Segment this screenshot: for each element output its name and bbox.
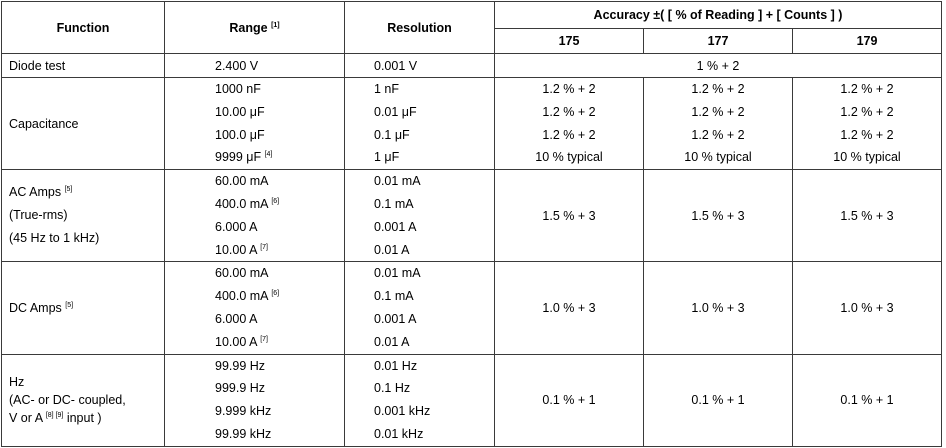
header-accuracy: Accuracy ±( [ % of Reading ] + [ Counts ] ) xyxy=(495,2,942,29)
footnote-marker: [1] xyxy=(271,21,280,29)
range-value: 1000 nF xyxy=(215,82,261,96)
accuracy-179-cell: 1.2 % + 2 1.2 % + 2 1.2 % + 2 10 % typical xyxy=(793,78,942,170)
accuracy-179-cell: 1.5 % + 3 xyxy=(793,170,942,262)
range-cell xyxy=(165,78,345,170)
range-value: 10.00 μF xyxy=(215,104,265,119)
accuracy-175-cell: 0.1 % + 1 xyxy=(495,354,644,446)
row-diode-test xyxy=(2,54,942,78)
accuracy-177-cell: 1.5 % + 3 xyxy=(644,170,793,262)
range-value: 9999 μF [4] xyxy=(215,150,273,165)
footnote-marker: [7] xyxy=(260,243,268,251)
accuracy-179-cell: 0.1 % + 1 xyxy=(793,354,942,446)
accuracy-177-cell: 0.1 % + 1 xyxy=(644,354,793,446)
header-function: Function xyxy=(2,2,165,54)
function-cell: DC Amps [5] xyxy=(2,262,165,354)
range-cell: 60.00 mA 400.0 mA [6] 6.000 A 10.00 A [7] xyxy=(165,262,345,354)
resolution-cell: 0.01 mA 0.1 mA 0.001 A 0.01 A xyxy=(345,170,495,262)
range-cell: 99.99 Hz 999.9 Hz 9.999 kHz 99.99 kHz xyxy=(165,354,345,446)
footnote-marker: [4] xyxy=(264,151,273,159)
row-capacitance xyxy=(2,78,942,170)
range-cell: 60.00 mA 400.0 mA [6] 6.000 A 10.00 A [7] xyxy=(165,170,345,262)
header-resolution: Resolution xyxy=(345,2,495,54)
header-model-179: 179 xyxy=(793,29,942,54)
function-cell: Capacitance xyxy=(2,78,165,170)
footnote-marker: [6] xyxy=(271,290,280,298)
row-ac-amps xyxy=(2,170,942,262)
footnote-marker: [8] [9] xyxy=(45,412,64,420)
range-cell: 2.400 V xyxy=(165,54,345,78)
accuracy-177-cell: 1.2 % + 2 1.2 % + 2 1.2 % + 2 10 % typical xyxy=(644,78,793,170)
row-hz xyxy=(2,354,942,446)
accuracy-177-cell: 1.0 % + 3 xyxy=(644,262,793,354)
function-cell: Diode test xyxy=(2,54,165,78)
resolution-cell: 0.01 Hz 0.1 Hz 0.001 kHz 0.01 kHz xyxy=(345,354,495,446)
resolution-cell: 0.001 V xyxy=(345,54,495,78)
accuracy-175-cell: 1.0 % + 3 xyxy=(495,262,644,354)
footnote-marker: [7] xyxy=(260,335,268,343)
footnote-marker: [5] xyxy=(65,301,74,309)
resolution-cell: 0.01 mA 0.1 mA 0.001 A 0.01 A xyxy=(345,262,495,354)
row-dc-amps xyxy=(2,262,942,354)
footnote-marker: [5] xyxy=(64,186,73,194)
header-model-175: 175 xyxy=(495,29,644,54)
footnote-marker: [6] xyxy=(271,197,280,205)
accuracy-179-cell: 1.0 % + 3 xyxy=(793,262,942,354)
header-range: Range [1] xyxy=(165,2,345,54)
function-cell: AC Amps [5] (True-rms) (45 Hz to 1 kHz) xyxy=(2,170,165,262)
function-cell: Hz (AC- or DC- coupled, V or A [8] [9] input ) xyxy=(2,354,165,446)
accuracy-175-cell: 1.2 % + 2 1.2 % + 2 1.2 % + 2 10 % typical xyxy=(495,78,644,170)
specification-table xyxy=(1,1,942,447)
accuracy-175-cell: 1.5 % + 3 xyxy=(495,170,644,262)
range-value: 100.0 μF xyxy=(215,127,265,142)
header-model-177: 177 xyxy=(644,29,793,54)
resolution-cell: 1 nF 0.01 μF 0.1 μF 1 μF xyxy=(345,78,495,170)
accuracy-cell: 1 % + 2 xyxy=(495,54,942,78)
